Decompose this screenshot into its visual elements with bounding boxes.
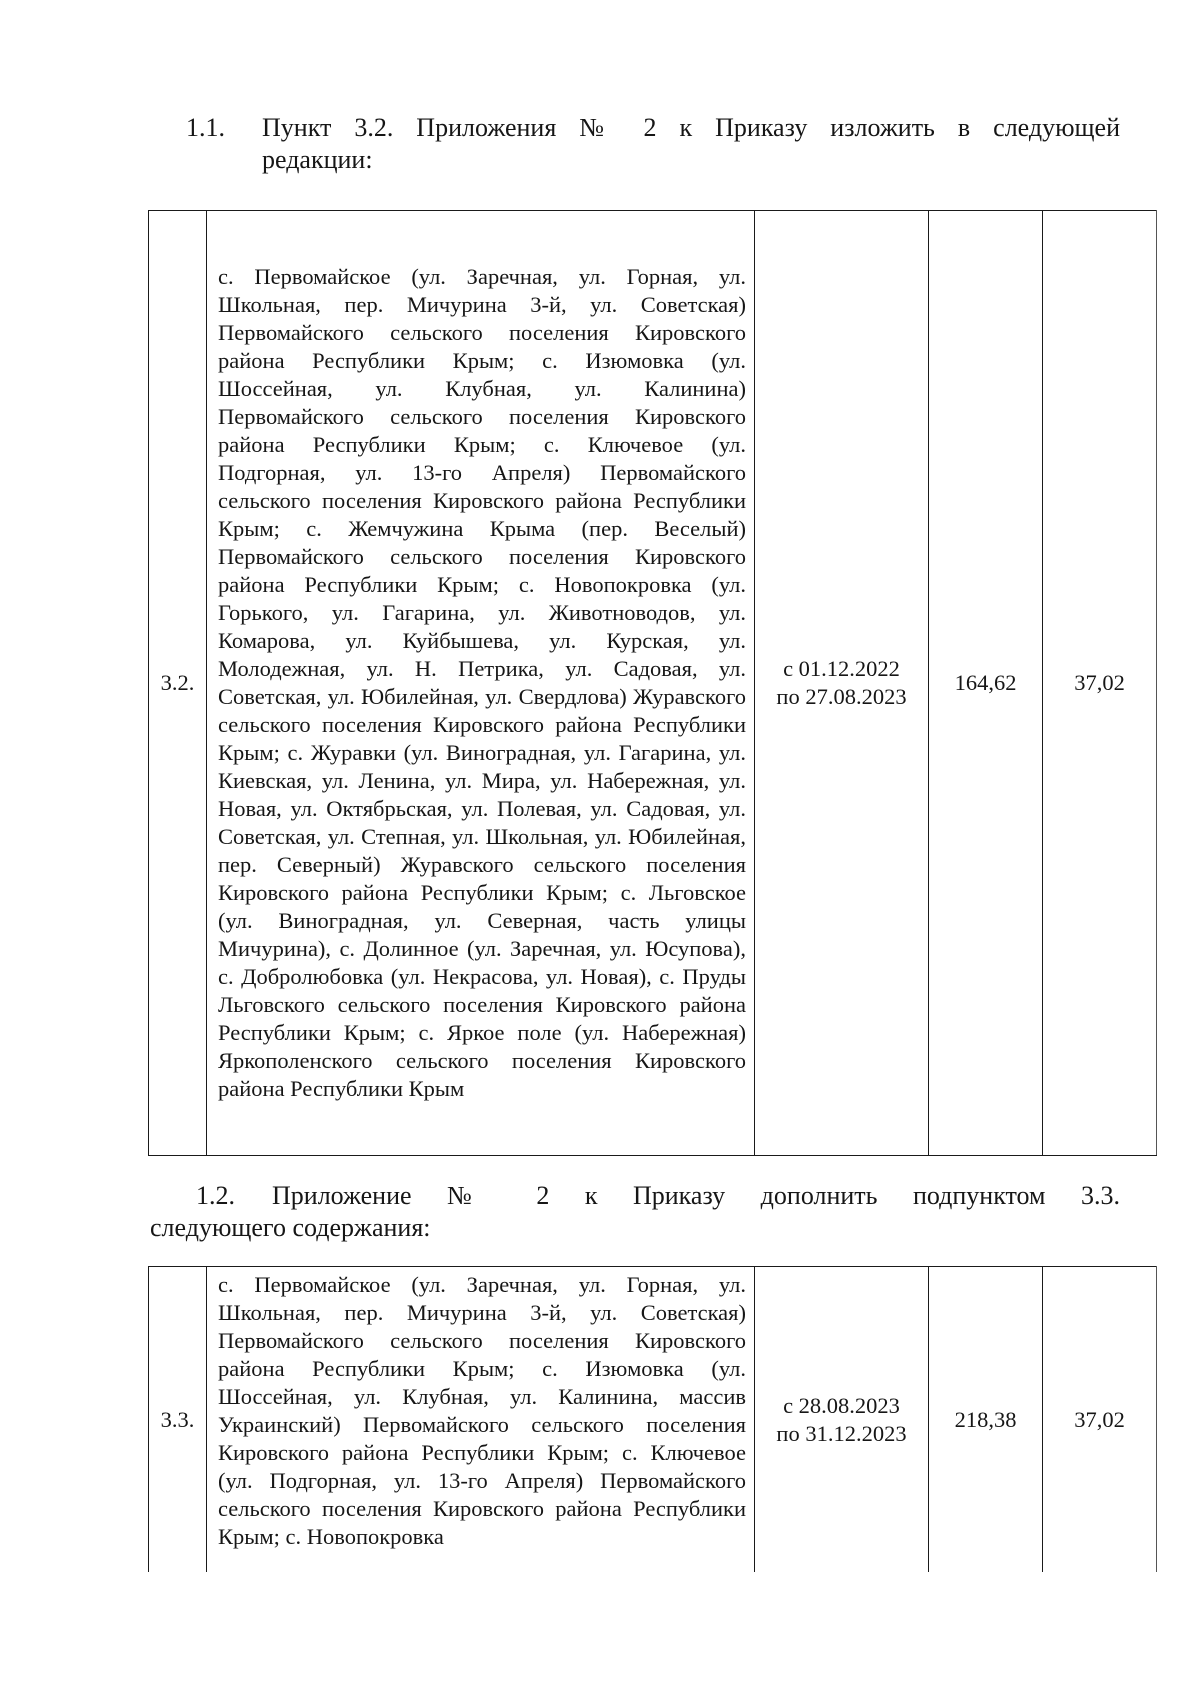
row-description-cell: с. Первомайское (ул. Заречная, ул. Горная, ул. Школьная, пер. Мичурина 3-й, ул. Советская) Первомайского сельского поселения Кировского района Республики Крым; с. Изюмовка (ул. Шоссейная, ул. Клубная, ул. Калинина, массив Украинский) Первомайского сельского поселения Кировского района Республики Крым; с. Ключевое (ул. Подгорная, ул. 13-го Апреля) Первомайского сельского поселения Кировского района Республики Крым; с. Новопокровка <box>207 1267 755 1573</box>
row-value-1-cell: 164,62 <box>929 211 1043 1156</box>
row-value-2-cell: 37,02 <box>1043 211 1157 1156</box>
period-to: по 31.12.2023 <box>776 1420 907 1446</box>
section-1-2-second-line: следующего содержания: <box>150 1213 431 1242</box>
table-row <box>149 1267 1157 1573</box>
section-1-2-number: 1.2. <box>196 1181 235 1210</box>
row-value-1-cell: 218,38 <box>929 1267 1043 1573</box>
period-to: по 27.08.2023 <box>776 684 907 709</box>
section-1-2-text: Приложение № 2 к Приказу дополнить подпунктом 3.3. <box>272 1181 1120 1210</box>
section-1-1-second-line: редакции: <box>262 145 373 174</box>
period-from: с 01.12.2022 <box>783 656 900 681</box>
row-period-cell <box>755 1267 929 1573</box>
section-1-2-first-line <box>150 1180 1120 1212</box>
row-description-cell: с. Первомайское (ул. Заречная, ул. Горная, ул. Школьная, пер. Мичурина 3-й, ул. Советская) Первомайского сельского поселения Кировского района Республики Крым; с. Изюмовка (ул. Шоссейная, ул. Клубная, ул. Калинина) Первомайского сельского поселения Кировского района Республики Крым; с. Ключевое (ул. Подгорная, ул. 13-го Апреля) Первомайского сельского поселения Кировского района Республики Крым; с. Жемчужина Крыма (пер. Веселый) Первомайского сельского поселения Кировского района Республики Крым; с. Новопокровка (ул. Горького, ул. Гагарина, ул. Животноводов, ул. Комарова, ул. Куйбышева, ул. Курская, ул. Молодежная, ул. Н. Петрика, ул. Садовая, ул. Советская, ул. Юбилейная, ул. Свердлова) Журавского сельского поселения Кировского района Республики Крым; с. Журавки (ул. Виноградная, ул. Гагарина, ул. Киевская, ул. Ленина, ул. Мира, ул. Набережная, ул. Новая, ул. Октябрьская, ул. Полевая, ул. Садовая, ул. Советская, ул. Степная, ул. Школьная, ул. Юбилейная, пер. Северный) Журавского сельского поселения Кировского района Республики Крым; с. Льговское (ул. Виноградная, ул. Северная, часть улицы Мичурина), с. Долинное (ул. Заречная, ул. Юсупова), с. Добролюбовка (ул. Некрасова, ул. Новая), с. Пруды Льговского сельского поселения Кировского района Республики Крым; с. Яркое поле (ул. Набережная) Яркополенского сельского поселения Кировского района Республики Крым <box>207 211 755 1156</box>
tariff-table-1 <box>148 210 1157 1156</box>
section-1-1-first-line <box>186 112 1120 144</box>
row-number-cell: 3.3. <box>149 1267 207 1573</box>
row-value-2-cell: 37,02 <box>1043 1267 1157 1573</box>
row-period-cell <box>755 211 929 1156</box>
tariff-table-2 <box>148 1266 1157 1572</box>
section-1-1-text: Пункт 3.2. Приложения № 2 к Приказу изложить в следующей <box>262 113 1120 142</box>
period-from: с 28.08.2023 <box>783 1392 900 1418</box>
section-1-1-paragraph <box>186 112 1120 176</box>
section-1-1-number: 1.1. <box>186 113 225 142</box>
section-1-2-paragraph <box>150 1180 1120 1244</box>
table-row <box>149 211 1157 1156</box>
row-number-cell: 3.2. <box>149 211 207 1156</box>
